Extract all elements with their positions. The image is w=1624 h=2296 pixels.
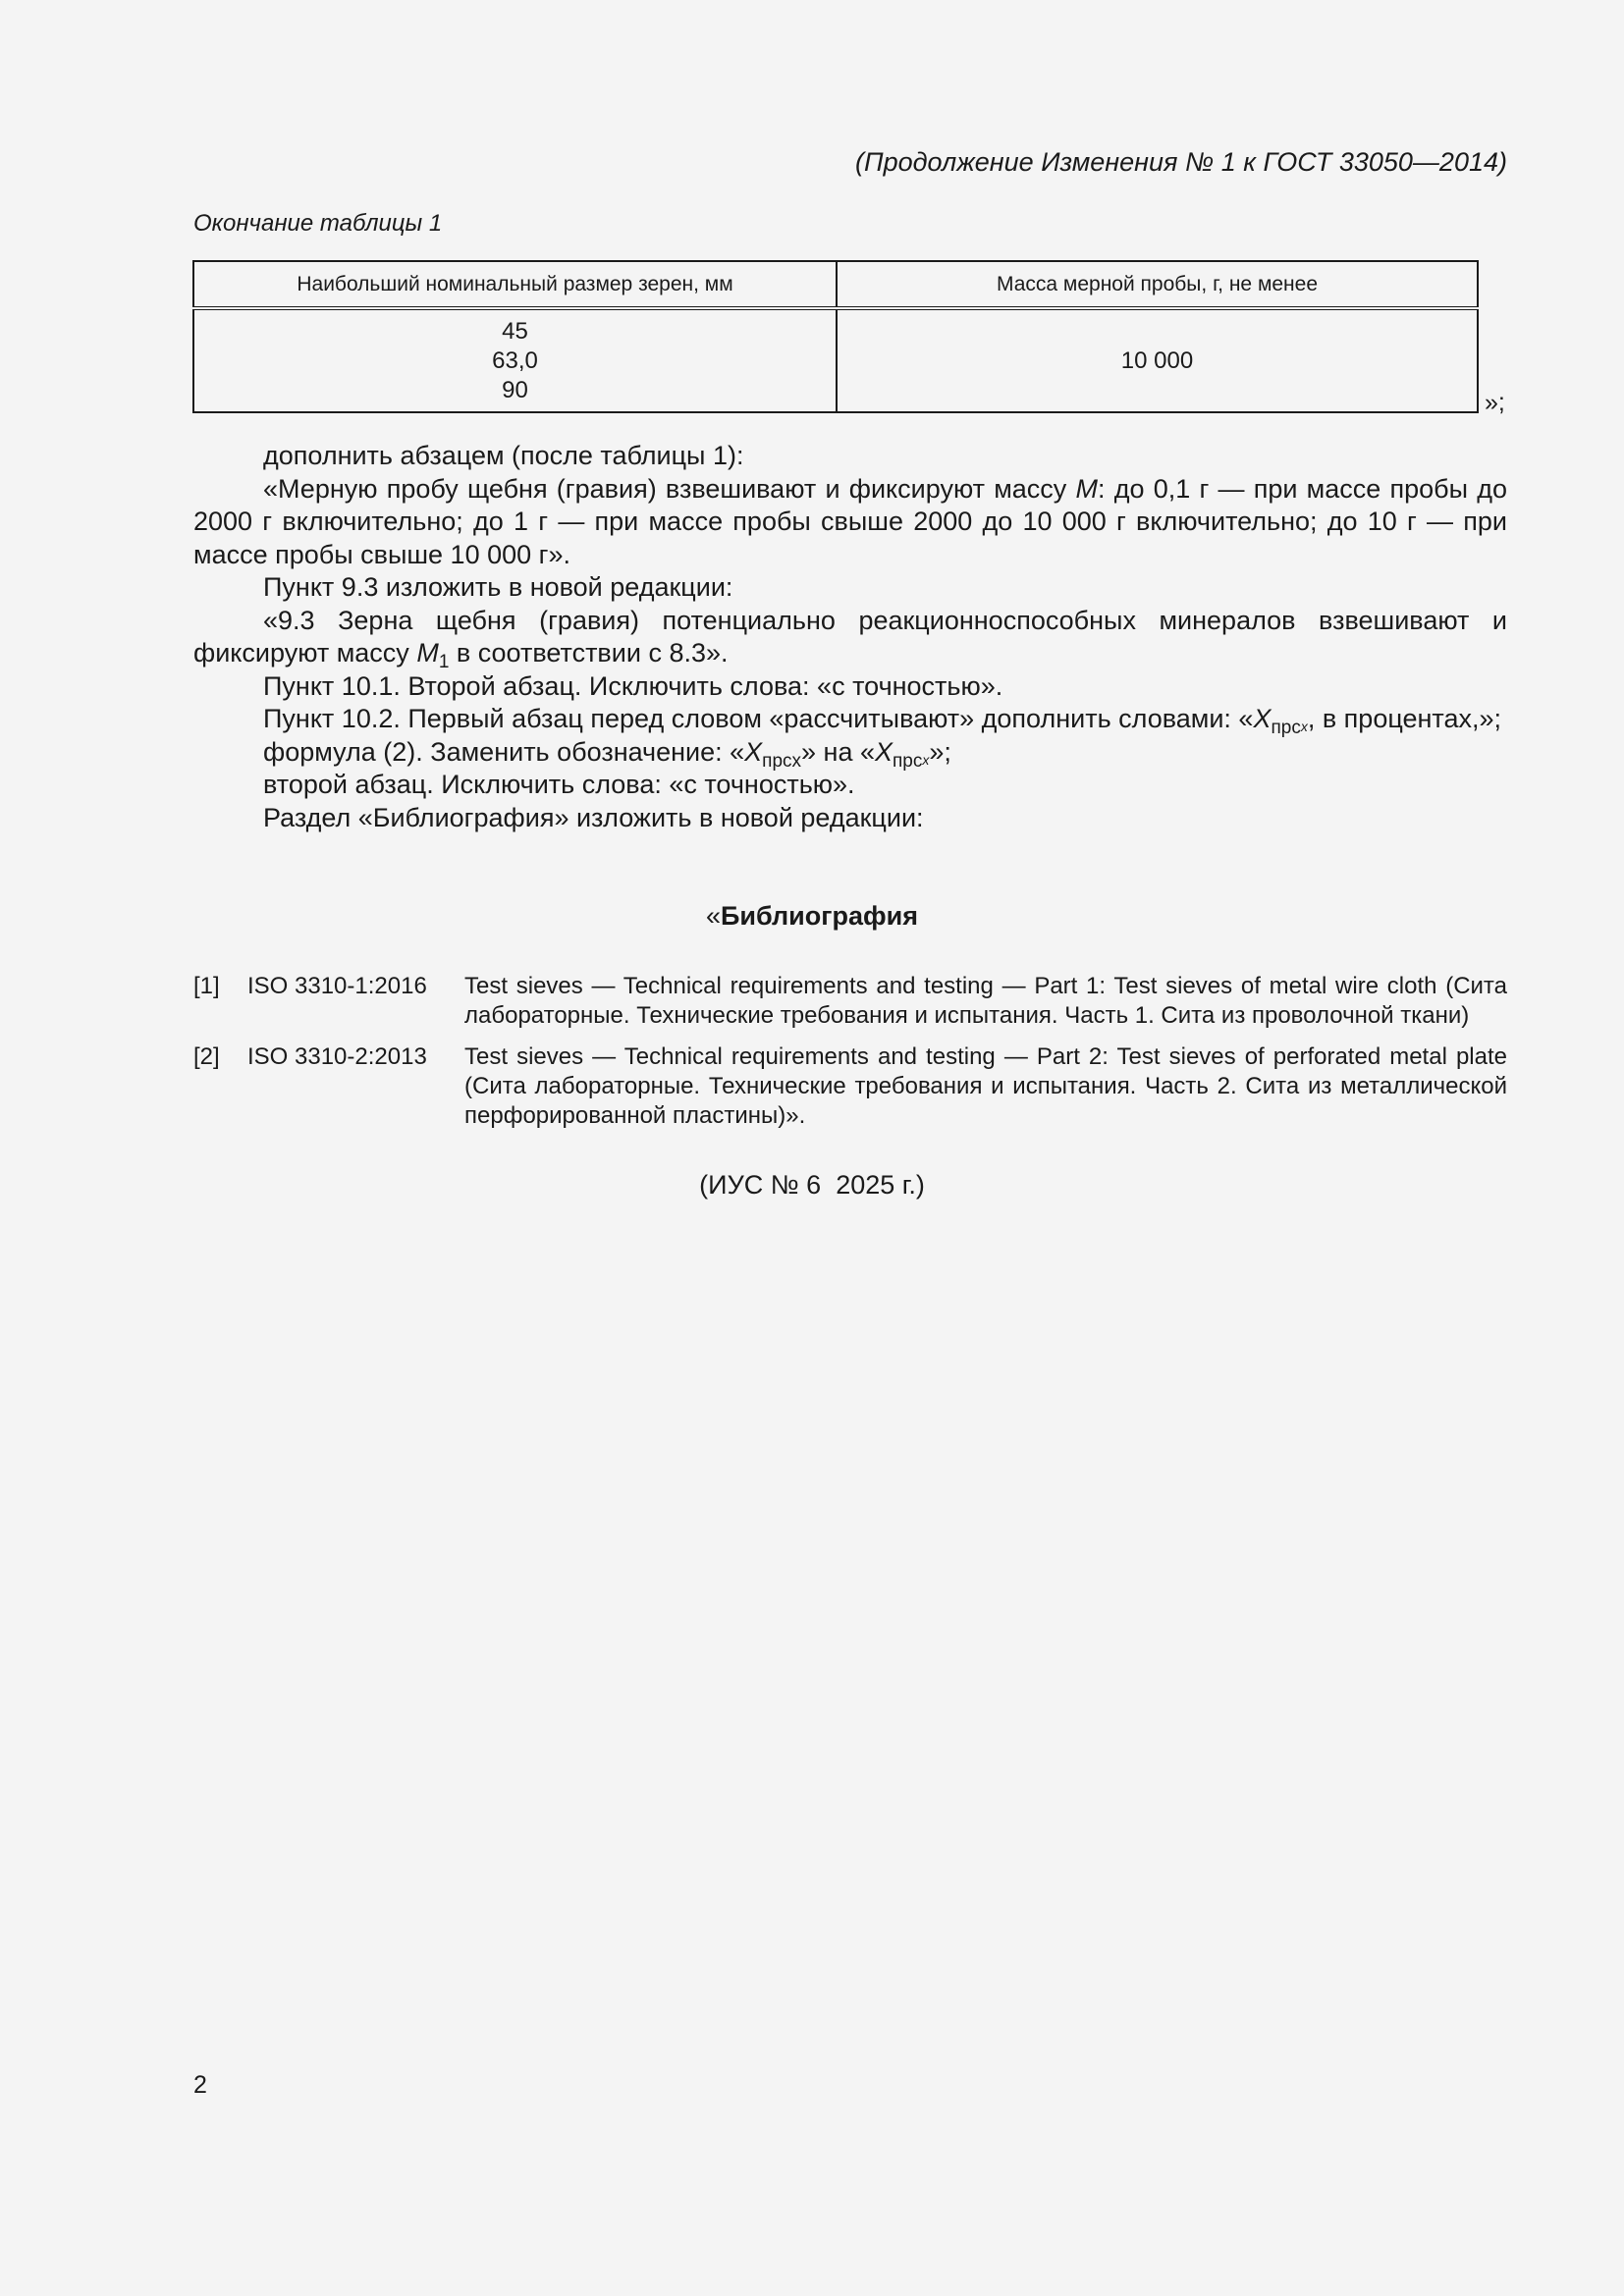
- sample-mass-cell: 10 000: [837, 308, 1478, 412]
- entry-title: Test sieves — Technical requirements and testing — Part 2: Test sieves of perforated metal plate (Сита лабораторные. Технические требования и испытания. Часть 2. Сита из металлической перфорированной пластины)».: [464, 1043, 1507, 1129]
- bibliography-list: [193, 972, 1507, 1143]
- paragraph: дополнить абзацем (после таблицы 1):: [263, 441, 744, 470]
- entry-number: [1]: [193, 973, 220, 999]
- entry-title: Test sieves — Technical requirements and testing — Part 1: Test sieves of metal wire cloth (Сита лабораторные. Технические требования и испытания. Часть 1. Сита из проволочной ткани): [464, 973, 1507, 1029]
- paragraph: «9.3 Зерна щебня (гравия) потенциально реакционноспособных минералов взвешивают и фиксируют массу $M_1$ в соответствии с 8.3».: [193, 605, 1507, 672]
- grain-size-value: 45: [502, 317, 528, 345]
- amendment-text: [193, 440, 1507, 834]
- running-header: (Продолжение Изменения № 1 к ГОСТ 33050—2014): [855, 147, 1507, 177]
- bibliography-title: «Библиография: [705, 901, 918, 931]
- table-header-row: [193, 261, 1478, 308]
- page-number: 2: [193, 2071, 207, 2099]
- entry-number: [2]: [193, 1043, 220, 1070]
- grain-size-value: 90: [502, 376, 528, 403]
- column-header-sample-mass: Масса мерной пробы, г, не менее: [837, 261, 1478, 308]
- paragraph: Пункт 10.1. Второй абзац. Исключить слова: «с точностью».: [263, 670, 1003, 701]
- paragraph: второй абзац. Исключить слова: «с точностью».: [263, 770, 855, 799]
- table-row: [193, 308, 1478, 412]
- table-closing-quote: »;: [1485, 389, 1505, 416]
- grain-size-value: 63,0: [492, 347, 538, 374]
- paragraph: Пункт 10.2. Первый абзац перед словом «рассчитывают» дополнить словами: «$X_{прс}x$, в процентах,»;: [263, 704, 1502, 738]
- bibliography-entry: [193, 1042, 1507, 1131]
- grain-size-cell: [193, 308, 837, 412]
- paragraph: формула (2). Заменить обозначение: «$X_{прсх}$» на «$X_{прс}x$»;: [263, 736, 951, 772]
- paragraph: Пункт 9.3 изложить в новой редакции:: [263, 572, 733, 602]
- table-caption: Окончание таблицы 1: [193, 210, 443, 237]
- paragraph: Раздел «Библиография» изложить в новой редакции:: [263, 802, 924, 832]
- bibliography-entry: [193, 972, 1507, 1031]
- paragraph: «Мерную пробу щебня (гравия) взвешивают и фиксируют массу M: до 0,1 г — при массе пробы до 2000 г включительно; до 1 г — при массе пробы свыше 2000 до 10 000 г включительно; до 10 г — при массе пробы свыше 10 000 г».: [193, 473, 1507, 569]
- ius-reference: (ИУС № 6 2025 г.): [699, 1170, 925, 1200]
- entry-standard-code: ISO 3310-1:2016: [247, 973, 427, 999]
- entry-standard-code: ISO 3310-2:2013: [247, 1043, 427, 1070]
- column-header-grain-size: Наибольший номинальный размер зерен, мм: [193, 261, 837, 308]
- table-1: [192, 260, 1479, 413]
